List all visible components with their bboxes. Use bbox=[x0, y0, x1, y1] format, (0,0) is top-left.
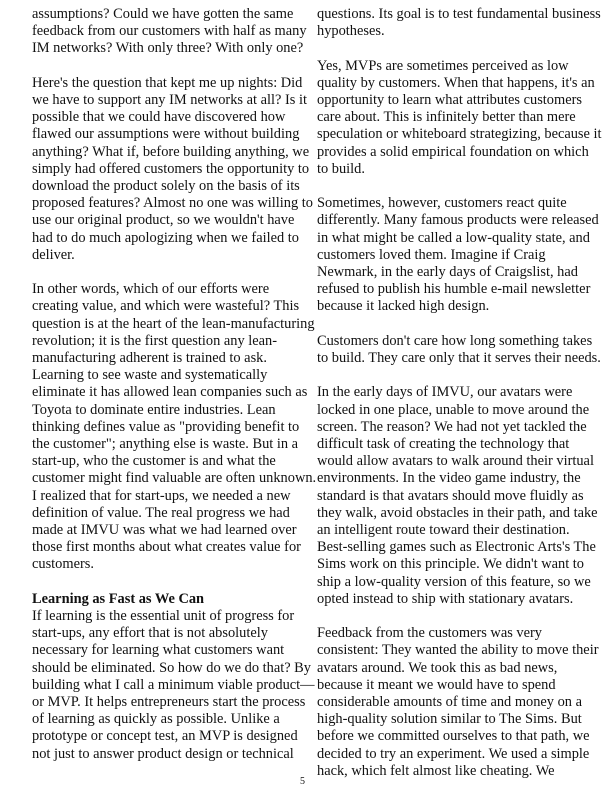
paragraph bbox=[317, 384, 602, 608]
text-line: should be eliminated. So how do we do that? By bbox=[32, 659, 311, 676]
paragraph bbox=[32, 75, 317, 264]
text-line: high-quality solution similar to The Sims. But bbox=[317, 711, 582, 728]
text-line: Learning to see waste and systematically bbox=[32, 367, 268, 384]
left-column bbox=[32, 6, 317, 763]
text-line: Sometimes, however, customers react quite bbox=[317, 195, 567, 212]
text-line: deliver. bbox=[32, 246, 75, 263]
text-line: made at IMVU was what we had learned over bbox=[32, 522, 297, 539]
text-line: question is at the heart of the lean-manufacturing bbox=[32, 315, 315, 332]
text-line: simply had offered customers the opportunity to bbox=[32, 160, 310, 177]
text-line: had to do much apologizing when we failed to bbox=[32, 229, 299, 246]
text-line: assumptions? Could we have gotten the same bbox=[32, 6, 294, 22]
text-line: speculation or whiteboard strategizing, because it bbox=[317, 126, 602, 143]
text-line: questions. Its goal is to test fundamental business bbox=[317, 6, 601, 22]
text-line: opted instead to ship with stationary avatars. bbox=[317, 590, 574, 607]
text-line: they walk, avoid obstacles in their path, and take bbox=[317, 504, 598, 521]
text-line: locked in one place, unable to move around the bbox=[317, 401, 590, 418]
text-line: proposed features? Almost no one was willing to bbox=[32, 195, 313, 212]
text-line: Feedback from the customers was very bbox=[317, 625, 542, 642]
paragraph bbox=[317, 6, 602, 40]
text-line: Customers don't care how long something takes bbox=[317, 332, 593, 349]
text-line: customer might find valuable are often unknown. bbox=[32, 470, 317, 487]
text-line: we have to support any IM networks at all? Is it bbox=[32, 92, 307, 108]
text-line: environments. In the video game industry, the bbox=[317, 470, 581, 487]
text-line: the customer"; anything else is waste. But in a bbox=[32, 436, 299, 453]
text-line: download the product solely on the basis of its bbox=[32, 178, 300, 195]
text-line: customers loved them. Imagine if Craig bbox=[317, 246, 546, 263]
text-line: quality by customers. When that happens, it's an bbox=[317, 74, 595, 91]
text-line: to build. bbox=[317, 160, 365, 177]
text-line: differently. Many famous products were released bbox=[317, 212, 599, 229]
text-line: revolution; it is the first question any lean- bbox=[32, 332, 277, 349]
text-line: standard is that avatars should move fluidly as bbox=[317, 487, 584, 504]
text-line: provides a solid empirical foundation on which bbox=[317, 143, 589, 160]
text-line: those first months about what creates value for bbox=[32, 539, 301, 556]
text-line: to build. They care only that it serves their needs. bbox=[317, 350, 601, 367]
right-column bbox=[317, 6, 602, 797]
text-line: possible that we could have discovered how bbox=[32, 109, 286, 126]
text-line: in what might be called a low-quality state, and bbox=[317, 229, 590, 246]
text-line: anything? What if, before building anything, we bbox=[32, 143, 310, 160]
text-line: because it lacked high design. bbox=[317, 298, 490, 315]
paragraph bbox=[32, 281, 317, 573]
paragraph bbox=[317, 333, 602, 367]
text-line: avatars around. We took this as bad news, bbox=[317, 659, 558, 676]
text-line: definition of value. The real progress we had bbox=[32, 504, 290, 521]
text-line: not just to answer product design or technical bbox=[32, 745, 294, 762]
text-line: Best-selling games such as Electronic Arts's The bbox=[317, 539, 596, 556]
text-line: screen. The reason? We had not yet tackled the bbox=[317, 418, 587, 435]
text-line: ship a low-quality version of this feature, so we bbox=[317, 573, 591, 590]
text-line: In other words, which of our efforts were bbox=[32, 281, 270, 298]
text-line: decided to try an experiment. We used a simple bbox=[317, 745, 590, 762]
text-line: In the early days of IMVU, our avatars were bbox=[317, 384, 573, 401]
text-line: customers. bbox=[32, 556, 94, 573]
text-line: flawed our assumptions were without building bbox=[32, 126, 300, 143]
text-line: before we committed ourselves to that path, we bbox=[317, 728, 590, 745]
text-line: Sims work on this principle. We didn't want to bbox=[317, 556, 584, 573]
text-line: prototype or concept test, an MVP is designed bbox=[32, 728, 298, 745]
text-line: Yes, MVPs are sometimes perceived as low bbox=[317, 57, 569, 74]
paragraph bbox=[317, 58, 602, 178]
section bbox=[32, 591, 317, 763]
text-line: opportunity to learn what attributes customers bbox=[317, 92, 582, 108]
text-line: an intelligent route toward their destination. bbox=[317, 522, 570, 539]
paragraph bbox=[32, 6, 317, 58]
text-line: use our original product, so we wouldn't have bbox=[32, 212, 295, 229]
text-line: because it meant we would have to spend bbox=[317, 676, 556, 693]
text-line: of learning as quickly as possible. Unlike a bbox=[32, 711, 280, 728]
section-heading: Learning as Fast as We Can bbox=[32, 590, 205, 607]
text-line: necessary for learning what customers want bbox=[32, 642, 285, 659]
page-number: 5 bbox=[300, 776, 305, 787]
text-line: start-up, who the customer is and what the bbox=[32, 453, 276, 470]
text-line: I realized that for start-ups, we needed a new bbox=[32, 487, 291, 504]
text-line: refused to publish his humble e-mail newsletter bbox=[317, 281, 591, 298]
text-line: hypotheses. bbox=[317, 23, 385, 40]
text-line: or MVP. It helps entrepreneurs start the process bbox=[32, 694, 306, 711]
text-line: considerable amounts of time and money on a bbox=[317, 694, 582, 711]
text-line: thinking defines value as "providing benefit to bbox=[32, 418, 300, 435]
text-line: would allow avatars to walk around their virtual bbox=[317, 453, 594, 470]
text-line: start-ups, any effort that is not absolutely bbox=[32, 625, 268, 642]
text-line: hack, which felt almost like cheating. We bbox=[317, 762, 555, 779]
paragraph bbox=[317, 195, 602, 315]
text-line: Toyota to dominate entire industries. Lean bbox=[32, 401, 276, 418]
text-line: building what I call a minimum viable product— bbox=[32, 676, 315, 693]
text-line: Newmark, in the early days of Craigslist, had bbox=[317, 264, 578, 281]
text-line: consistent: They wanted the ability to move their bbox=[317, 642, 599, 659]
text-line: difficult task of creating the technology that bbox=[317, 436, 570, 453]
text-line: IM networks? With only three? With only one? bbox=[32, 40, 304, 57]
text-line: If learning is the essential unit of progress for bbox=[32, 608, 295, 625]
text-line: feedback from our customers with half as many bbox=[32, 23, 307, 40]
text-line: creating value, and which were wasteful? This bbox=[32, 298, 300, 315]
paragraph bbox=[317, 625, 602, 780]
text-line: Here's the question that kept me up nights: Did bbox=[32, 74, 303, 91]
text-line: manufacturing adherent is trained to ask. bbox=[32, 350, 267, 367]
text-line: eliminate it has allowed lean companies such as bbox=[32, 384, 308, 401]
text-line: care about. This is infinitely better than mere bbox=[317, 109, 576, 126]
